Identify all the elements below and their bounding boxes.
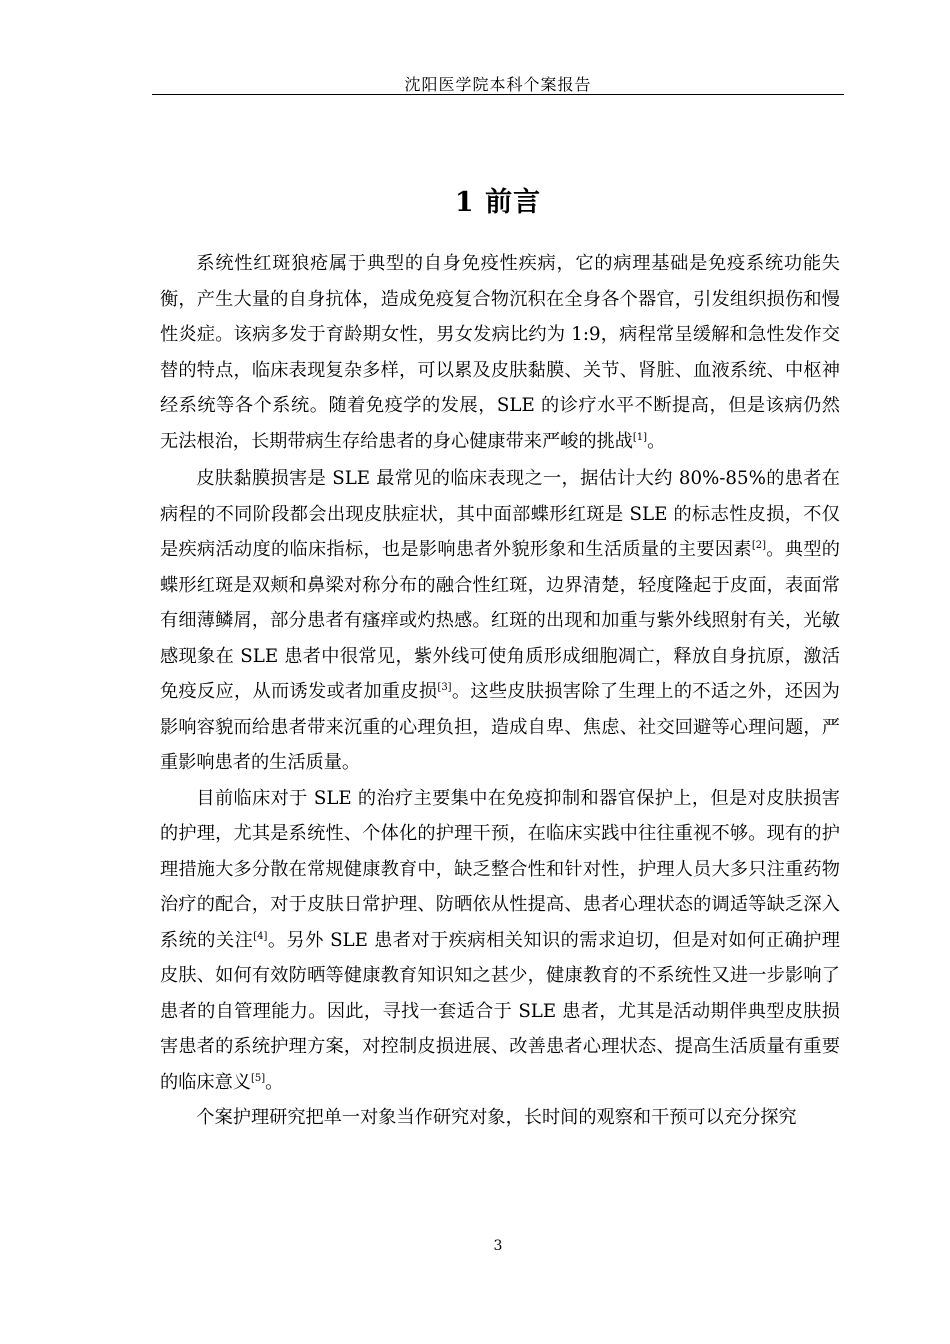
paragraph-4-text: 个案护理研究把单一对象当作研究对象，长时间的观察和干预可以充分探究 [196, 1107, 797, 1128]
body-text [160, 246, 840, 1136]
paragraph-3 [160, 781, 840, 1101]
paragraph-2-text-b: 。典型的蝶形红斑是双颊和鼻梁对称分布的融合性红斑，边界清楚，轻度隆起于皮面，表面常有细薄鳞屑，部分患者有瘙痒或灼热感。红斑的出现和加重与紫外线照射有关，光敏感现象在 SLE 患者中很常见，紫外线可使角质形成细胞凋亡，释放自身抗原，激活免疫反应，从而诱发或者加重皮损 [160, 539, 840, 702]
paragraph-2 [160, 461, 840, 781]
section-heading: 1 前言 [454, 187, 542, 218]
paragraph-1-tail: 。 [647, 430, 666, 452]
page-number: 3 [493, 1238, 503, 1254]
paragraph-1 [160, 246, 840, 459]
paragraph-2-text-c: 。这些皮肤损害除了生理上的不适之外，还因为影响容貌而给患者带来沉重的心理负担，造成自卑、焦虑、社交回避等心理问题，严重影响患者的生活质量。 [160, 681, 840, 773]
paragraph-4 [160, 1100, 840, 1136]
running-header: 沈阳医学院本科个案报告 [404, 75, 592, 94]
paragraph-2-text-a: 皮肤黏膜损害是 SLE 最常见的临床表现之一，据估计大约 80%-85%的患者在病程的不同阶段都会出现皮肤症状，其中面部蝶形红斑是 SLE 的标志性皮损，不仅是疾病活动度的临床指标，也是影响患者外貌形象和生活质量的主要因素 [160, 468, 840, 560]
paragraph-3-text-b: 。另外 SLE 患者对于疾病相关知识的需求迫切，但是对如何正确护理皮肤、如何有效防晒等健康教育知识知之甚少，健康教育的不系统性又进一步影响了患者的自管理能力。因此，寻找一套适合于 SLE 患者，尤其是活动期伴典型皮肤损害患者的系统护理方案，对控制皮损进展、改善患者心理状态、提高生活质量有重要的临床意义 [160, 929, 840, 1093]
citation-3: [3] [437, 681, 452, 693]
header-divider [152, 94, 844, 95]
paragraph-3-text-a: 目前临床对于 SLE 的治疗主要集中在免疫抑制和器官保护上，但是对皮肤损害的护理，尤其是系统性、个体化的护理干预，在临床实践中往往重视不够。现有的护理措施大多分散在常规健康教育中，缺乏整合性和针对性，护理人员大多只注重药物治疗的配合，对于皮肤日常护理、防晒依从性提高、患者心理状态的调适等缺乏深入系统的关注 [160, 787, 840, 951]
citation-4: [4] [253, 930, 268, 942]
citation-2: [2] [751, 539, 766, 551]
paragraph-1-text: 系统性红斑狼疮属于典型的自身免疫性疾病，它的病理基础是免疫系统功能失衡，产生大量的自身抗体，造成免疫复合物沉积在全身各个器官，引发组织损伤和慢性炎症。该病多发于育龄期女性，男女发病比约为 1:9，病程常呈缓解和急性发作交替的特点，临床表现复杂多样，可以累及皮肤黏膜、关节、肾脏、血液系统、中枢神经系统等各个系统。随着免疫学的发展，SLE 的诊疗水平不断提高，但是该病仍然无法根治，长期带病生存给患者的身心健康带来严峻的挑战 [160, 253, 840, 452]
paragraph-3-text-c: 。 [265, 1071, 284, 1093]
citation-5: [5] [250, 1072, 266, 1084]
citation-1: [1] [632, 431, 648, 443]
